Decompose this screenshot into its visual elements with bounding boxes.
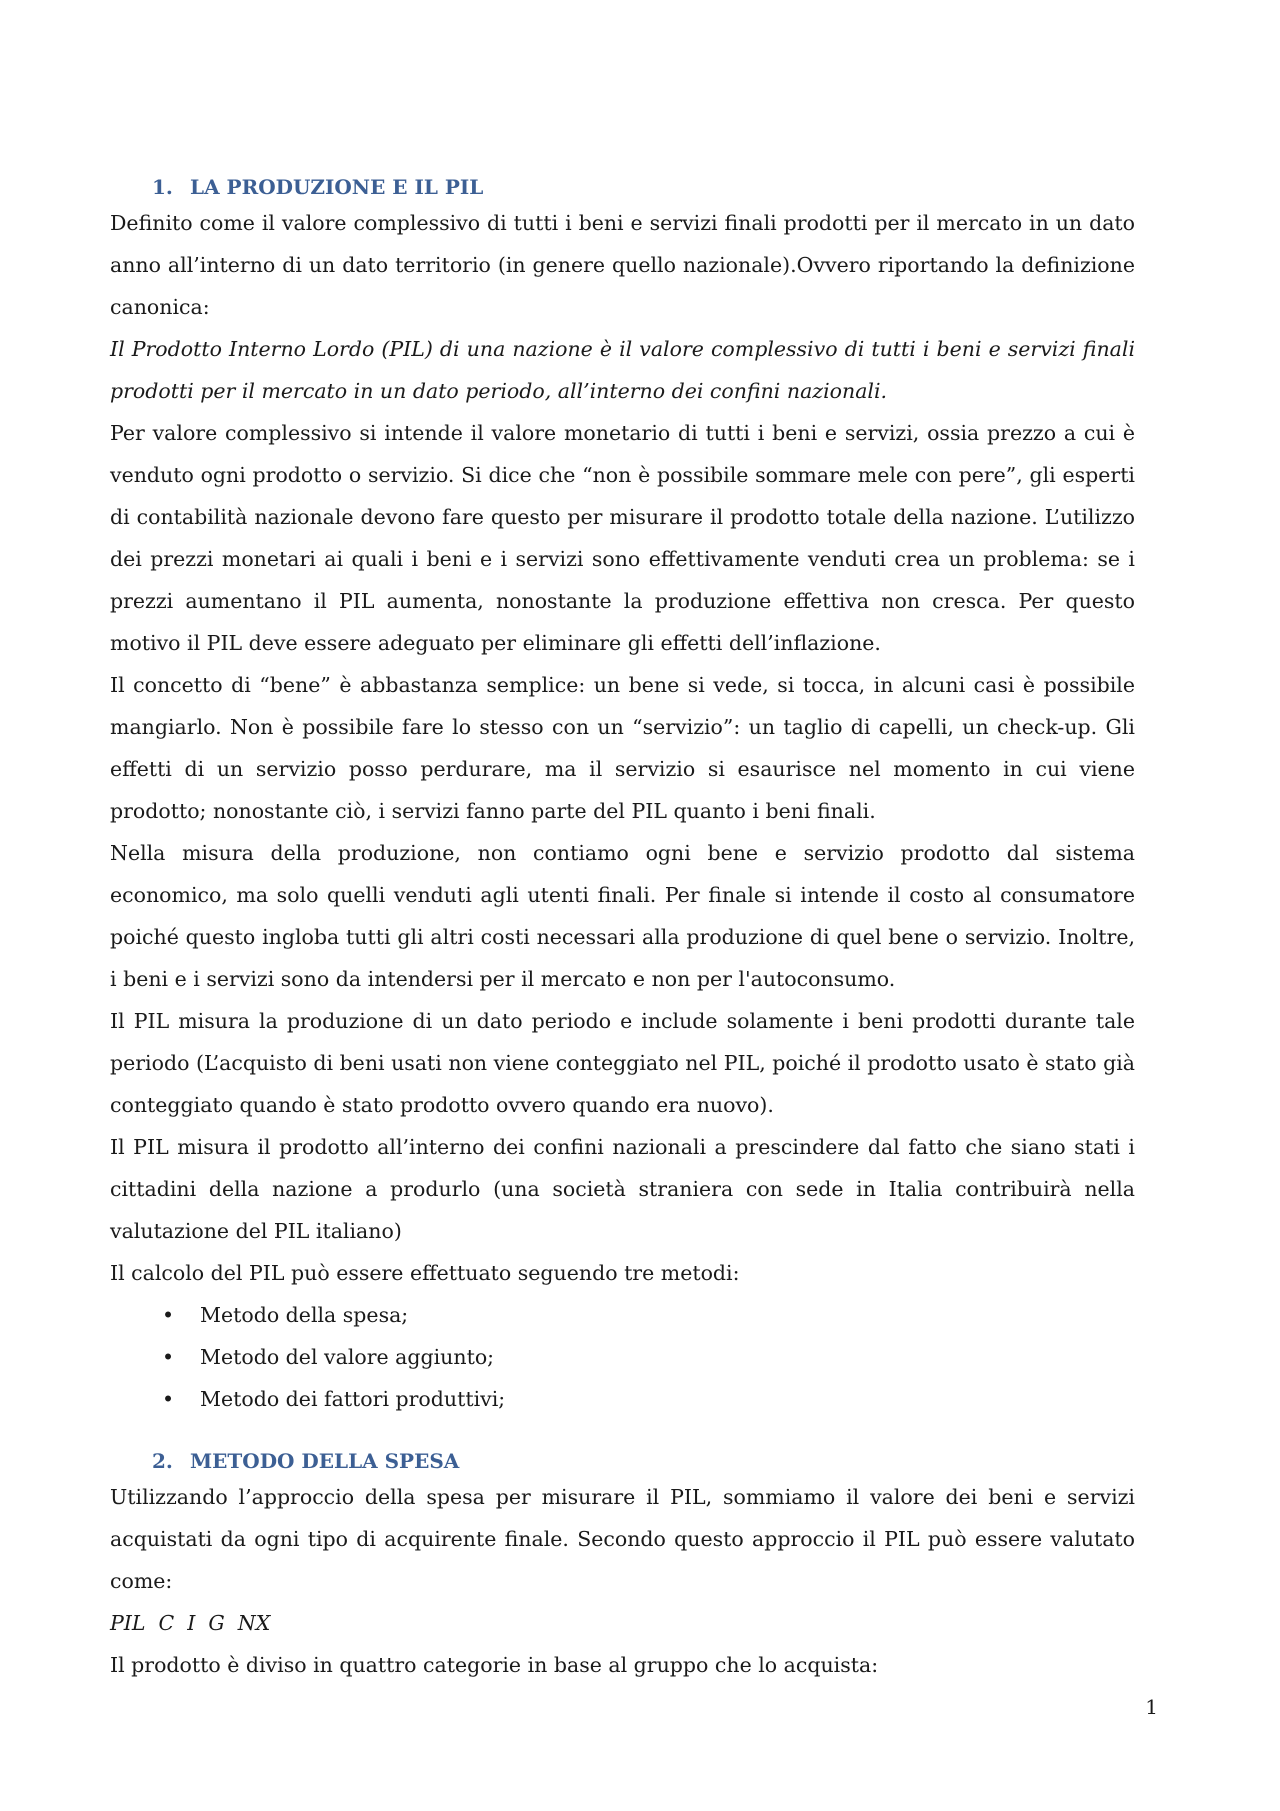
section-1-paragraph-4: Nella misura della produzione, non contiamo ogni bene e servizio prodotto dal sistema economico, ma solo quelli venduti agli utenti finali. Per finale si intende il costo al consumatore poiché questo ingloba tutti gli altri costi necessari alla produzione di quel bene o servizio. Inoltre, i beni e i servizi sono da intendersi per il mercato e non per l'autoconsumo. xyxy=(110,841,1135,991)
section-1-heading xyxy=(110,172,1135,202)
list-item xyxy=(110,1336,1135,1378)
page-number: 1 xyxy=(1145,1695,1158,1719)
section-1-paragraph-1: Definito come il valore complessivo di tutti i beni e servizi finali prodotti per il mercato in un dato anno all’interno di un dato territorio (in genere quello nazionale).Ovvero riportando la definizione canonica: xyxy=(110,211,1135,319)
section-2-heading xyxy=(110,1446,1135,1476)
methods-list xyxy=(110,1294,1135,1420)
pil-definition: Il Prodotto Interno Lordo (PIL) di una nazione è il valore complessivo di tutti i beni e servizi finali prodotti per il mercato in un dato periodo, all’interno dei confini nazionali. xyxy=(110,337,1135,403)
method-label: Metodo della spesa; xyxy=(200,1303,409,1327)
section-2-paragraph-1: Utilizzando l’approccio della spesa per misurare il PIL, sommiamo il valore dei beni e servizi acquistati da ogni tipo di acquirente finale. Secondo questo approccio il PIL può essere valutato come: xyxy=(110,1485,1135,1593)
section-2-title: METODO DELLA SPESA xyxy=(190,1449,460,1473)
list-item xyxy=(110,1378,1135,1420)
pil-formula: PIL C I G NX xyxy=(110,1611,271,1635)
section-1-number: 1. xyxy=(152,175,173,199)
section-1-paragraph-6: Il PIL misura il prodotto all’interno dei confini nazionali a prescindere dal fatto che siano stati i cittadini della nazione a produrlo (una società straniera con sede in Italia contribuirà nella valutazione del PIL italiano) xyxy=(110,1135,1135,1243)
bullet-icon: • xyxy=(162,1345,175,1369)
bullet-icon: • xyxy=(162,1303,175,1327)
section-1-paragraph-2: Per valore complessivo si intende il valore monetario di tutti i beni e servizi, ossia prezzo a cui è venduto ogni prodotto o servizio. Si dice che “non è possibile sommare mele con pere”, gli esperti di contabilità nazionale devono fare questo per misurare il prodotto totale della nazione. L’utilizzo dei prezzi monetari ai quali i beni e i servizi sono effettivamente venduti crea un problema: se i prezzi aumentano il PIL aumenta, nonostante la produzione effettiva non cresca. Per questo motivo il PIL deve essere adeguato per eliminare gli effetti dell’inflazione. xyxy=(110,421,1135,655)
bullet-icon: • xyxy=(162,1387,175,1411)
section-2-number: 2. xyxy=(152,1449,173,1473)
section-1-paragraph-5: Il PIL misura la produzione di un dato periodo e include solamente i beni prodotti durante tale periodo (L’acquisto di beni usati non viene conteggiato nel PIL, poiché il prodotto usato è stato già conteggiato quando è stato prodotto ovvero quando era nuovo). xyxy=(110,1009,1135,1117)
list-item xyxy=(110,1294,1135,1336)
method-label: Metodo dei fattori produttivi; xyxy=(200,1387,506,1411)
section-1-title: LA PRODUZIONE E IL PIL xyxy=(190,175,484,199)
document-page xyxy=(110,172,1135,1686)
section-1-paragraph-3: Il concetto di “bene” è abbastanza semplice: un bene si vede, si tocca, in alcuni casi è possibile mangiarlo. Non è possibile fare lo stesso con un “servizio”: un taglio di capelli, un check-up. Gli effetti di un servizio posso perdurare, ma il servizio si esaurisce nel momento in cui viene prodotto; nonostante ciò, i servizi fanno parte del PIL quanto i beni finali. xyxy=(110,673,1135,823)
method-label: Metodo del valore aggiunto; xyxy=(200,1345,495,1369)
section-1-paragraph-7: Il calcolo del PIL può essere effettuato seguendo tre metodi: xyxy=(110,1261,740,1285)
section-2-paragraph-2: Il prodotto è diviso in quattro categorie in base al gruppo che lo acquista: xyxy=(110,1653,879,1677)
